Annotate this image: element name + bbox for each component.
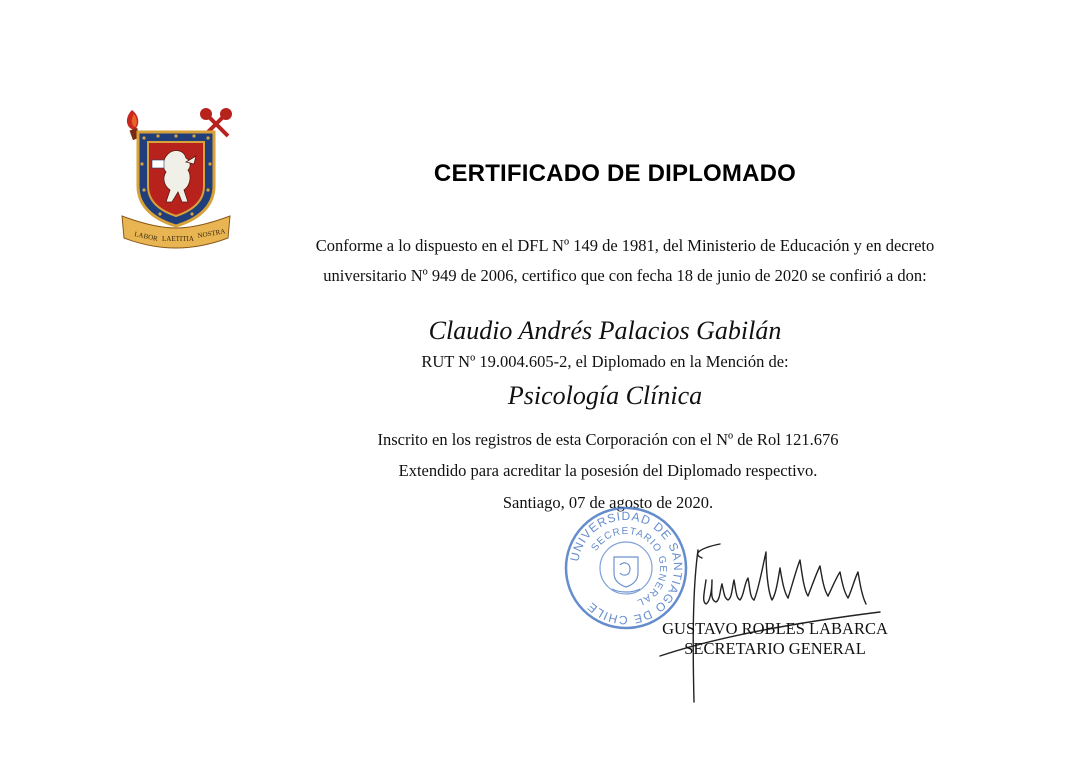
rut-line: RUT Nº 19.004.605-2, el Diplomado en la Mención de: [421, 352, 789, 371]
purpose-line: Extendido para acreditar la posesión del Diplomado respectivo. [398, 461, 818, 480]
motto-right: NOSTRA [196, 227, 226, 240]
university-crest [118, 104, 234, 252]
intro-line-2: universitario Nº 949 de 2006, certifico que con fecha 18 de junio de 2020 se confirió a don: [323, 266, 927, 285]
stamp-outer-text: UNIVERSIDAD DE SANTIAGO DE CHILE [567, 508, 686, 628]
motto-center: LAETITIA [162, 235, 194, 243]
signer-name: GUSTAVO ROBLES LABARCA [662, 619, 888, 638]
certificate-title: CERTIFICADO DE DIPLOMADO [433, 160, 797, 187]
intro-line-1: Conforme a lo dispuesto en el DFL Nº 149 de 1981, del Ministerio de Educación y en decreto [315, 236, 935, 255]
motto-left: LABOR [133, 230, 159, 243]
signer-role: SECRETARIO GENERAL [684, 639, 866, 658]
stamp-inner-text: SECRETARIO GENERAL [589, 525, 669, 609]
stamp-crest-icon [612, 557, 640, 592]
mention-title: Psicología Clínica [507, 381, 703, 410]
place-date: Santiago, 07 de agosto de 2020. [502, 493, 714, 512]
registry-line: Inscrito en los registros de esta Corporación con el Nº de Rol 121.676 [377, 430, 839, 449]
recipient-name: Claudio Andrés Palacios Gabilán [428, 316, 782, 345]
